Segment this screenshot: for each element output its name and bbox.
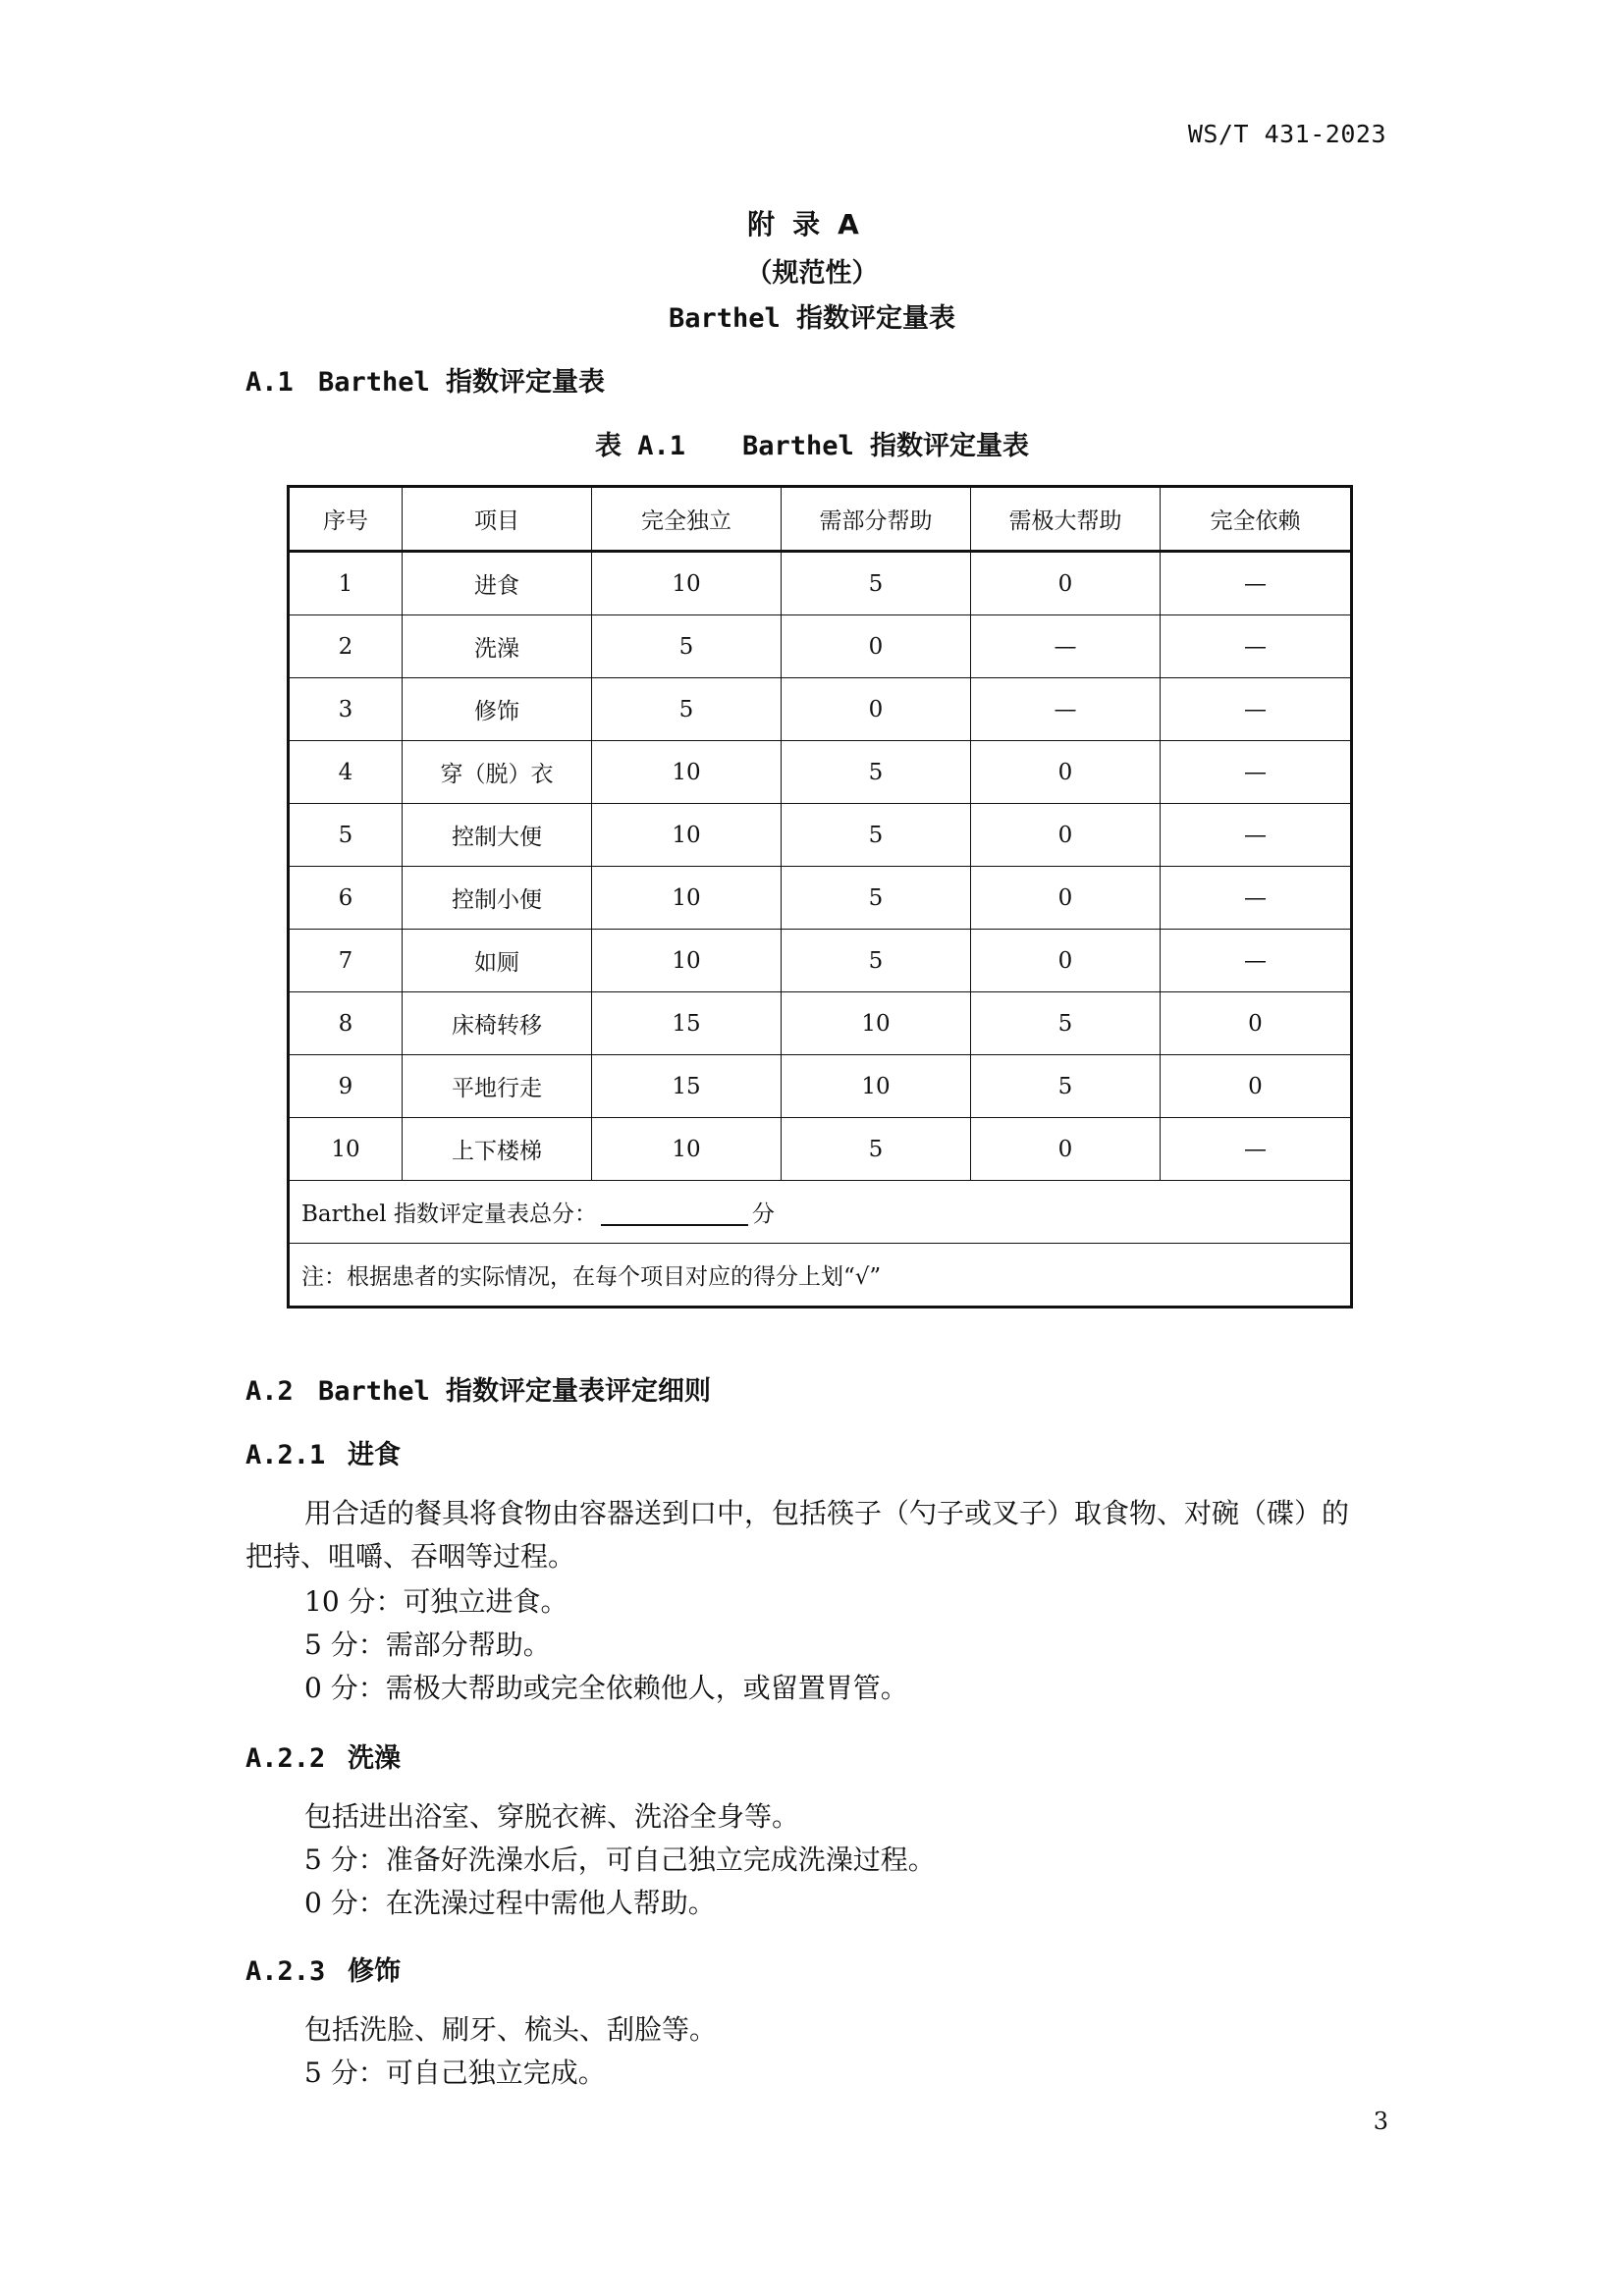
cell-item: 修饰 bbox=[403, 678, 592, 741]
subsection-heading-a23 bbox=[245, 1949, 401, 1988]
cell-great-help: — bbox=[971, 615, 1161, 678]
cell-partial-help: 5 bbox=[782, 552, 971, 615]
cell-great-help: 0 bbox=[971, 930, 1161, 992]
cell-item: 平地行走 bbox=[403, 1055, 592, 1118]
appendix-name: Barthel 指数评定量表 bbox=[668, 303, 956, 334]
cell-partial-help: 5 bbox=[782, 741, 971, 804]
table-row bbox=[289, 615, 1352, 678]
cell-independent: 10 bbox=[592, 867, 782, 930]
cell-independent: 15 bbox=[592, 1055, 782, 1118]
cell-dependent: — bbox=[1161, 678, 1352, 741]
subsection-title: 洗澡 bbox=[348, 1743, 401, 1774]
cell-index: 3 bbox=[289, 678, 403, 741]
table-body bbox=[289, 552, 1352, 1181]
cell-partial-help: 0 bbox=[782, 678, 971, 741]
table-row bbox=[289, 804, 1352, 867]
table-caption-number: 表 A.1 bbox=[594, 431, 685, 461]
cell-index: 10 bbox=[289, 1118, 403, 1181]
cell-item: 穿（脱）衣 bbox=[403, 741, 592, 804]
section-title: Barthel 指数评定量表 bbox=[318, 367, 606, 398]
cell-item: 床椅转移 bbox=[403, 992, 592, 1055]
page-number: 3 bbox=[1373, 2108, 1388, 2135]
appendix-title: 附录A bbox=[747, 208, 877, 240]
document-code: WS/T 431-2023 bbox=[1187, 120, 1386, 148]
cell-index: 2 bbox=[289, 615, 403, 678]
cell-partial-help: 10 bbox=[782, 992, 971, 1055]
subsection-number: A.2.1 bbox=[245, 1440, 326, 1470]
cell-index: 8 bbox=[289, 992, 403, 1055]
cell-great-help: 0 bbox=[971, 1118, 1161, 1181]
score-rule-eating-0: 0 分：需极大帮助或完全依赖他人，或留置胃管。 bbox=[304, 1672, 908, 1704]
cell-great-help: 0 bbox=[971, 741, 1161, 804]
cell-index: 9 bbox=[289, 1055, 403, 1118]
cell-partial-help: 10 bbox=[782, 1055, 971, 1118]
cell-independent: 10 bbox=[592, 552, 782, 615]
cell-index: 7 bbox=[289, 930, 403, 992]
cell-index: 1 bbox=[289, 552, 403, 615]
appendix-type: （规范性） bbox=[745, 258, 879, 289]
total-score-cell bbox=[289, 1181, 1352, 1244]
subsection-number: A.2.3 bbox=[245, 1956, 326, 1987]
total-score-blank[interactable] bbox=[601, 1202, 748, 1226]
header-cell-index: 序号 bbox=[289, 487, 403, 552]
cell-item: 如厕 bbox=[403, 930, 592, 992]
table-row bbox=[289, 678, 1352, 741]
subsection-title: 修饰 bbox=[348, 1956, 401, 1987]
score-rule-bathing-5: 5 分：准备好洗澡水后，可自己独立完成洗澡过程。 bbox=[304, 1843, 936, 1876]
table-row bbox=[289, 867, 1352, 930]
cell-independent: 15 bbox=[592, 992, 782, 1055]
header-cell-dependent: 完全依赖 bbox=[1161, 487, 1352, 552]
table-row bbox=[289, 1118, 1352, 1181]
cell-item: 控制大便 bbox=[403, 804, 592, 867]
barthel-score-table bbox=[287, 485, 1353, 1308]
cell-dependent: — bbox=[1161, 741, 1352, 804]
cell-index: 4 bbox=[289, 741, 403, 804]
paragraph-eating-description: 用合适的餐具将食物由容器送到口中，包括筷子（勺子或叉子）取食物、对碗（碟）的把持、咀嚼、吞咽等过程。 bbox=[245, 1497, 1350, 1573]
subsection-title: 进食 bbox=[348, 1440, 401, 1470]
paragraph-bathing-description: 包括进出浴室、穿脱衣裤、洗浴全身等。 bbox=[304, 1800, 800, 1833]
score-rule-bathing-0: 0 分：在洗澡过程中需他人帮助。 bbox=[304, 1887, 716, 1919]
cell-great-help: 0 bbox=[971, 552, 1161, 615]
score-rule-grooming-5: 5 分：可自己独立完成。 bbox=[304, 2056, 606, 2089]
total-score-unit: 分 bbox=[751, 1201, 775, 1227]
table-row bbox=[289, 1055, 1352, 1118]
cell-independent: 10 bbox=[592, 930, 782, 992]
paragraph-grooming-description: 包括洗脸、刷牙、梳头、刮脸等。 bbox=[304, 2013, 718, 2046]
table-row bbox=[289, 992, 1352, 1055]
total-score-label: Barthel 指数评定量表总分： bbox=[301, 1201, 597, 1227]
subsection-heading-a21 bbox=[245, 1433, 401, 1471]
cell-independent: 10 bbox=[592, 1118, 782, 1181]
header-cell-item: 项目 bbox=[403, 487, 592, 552]
cell-item: 进食 bbox=[403, 552, 592, 615]
cell-partial-help: 5 bbox=[782, 804, 971, 867]
section-number: A.2 bbox=[245, 1376, 294, 1407]
subsection-heading-a22 bbox=[245, 1736, 401, 1775]
cell-great-help: — bbox=[971, 678, 1161, 741]
cell-dependent: — bbox=[1161, 615, 1352, 678]
section-title: Barthel 指数评定量表评定细则 bbox=[318, 1376, 712, 1407]
cell-independent: 10 bbox=[592, 741, 782, 804]
cell-partial-help: 5 bbox=[782, 867, 971, 930]
table-caption-title: Barthel 指数评定量表 bbox=[741, 431, 1030, 461]
cell-great-help: 5 bbox=[971, 1055, 1161, 1118]
header-cell-great-help: 需极大帮助 bbox=[971, 487, 1161, 552]
cell-partial-help: 0 bbox=[782, 615, 971, 678]
table-header-row bbox=[289, 487, 1352, 552]
header-cell-independent: 完全独立 bbox=[592, 487, 782, 552]
cell-independent: 10 bbox=[592, 804, 782, 867]
cell-dependent: — bbox=[1161, 552, 1352, 615]
section-number: A.1 bbox=[245, 367, 294, 398]
cell-item: 洗澡 bbox=[403, 615, 592, 678]
cell-partial-help: 5 bbox=[782, 1118, 971, 1181]
section-heading-a1 bbox=[245, 360, 605, 399]
table-row bbox=[289, 552, 1352, 615]
cell-partial-help: 5 bbox=[782, 930, 971, 992]
cell-dependent: 0 bbox=[1161, 992, 1352, 1055]
cell-dependent: 0 bbox=[1161, 1055, 1352, 1118]
cell-index: 6 bbox=[289, 867, 403, 930]
cell-independent: 5 bbox=[592, 678, 782, 741]
cell-dependent: — bbox=[1161, 867, 1352, 930]
table-caption bbox=[0, 424, 1624, 462]
header-cell-partial-help: 需部分帮助 bbox=[782, 487, 971, 552]
cell-dependent: — bbox=[1161, 804, 1352, 867]
cell-great-help: 5 bbox=[971, 992, 1161, 1055]
score-rule-eating-10: 10 分：可独立进食。 bbox=[304, 1585, 568, 1618]
cell-great-help: 0 bbox=[971, 804, 1161, 867]
cell-dependent: — bbox=[1161, 1118, 1352, 1181]
cell-item: 上下楼梯 bbox=[403, 1118, 592, 1181]
table-row bbox=[289, 930, 1352, 992]
cell-index: 5 bbox=[289, 804, 403, 867]
note-row bbox=[289, 1244, 1352, 1308]
cell-independent: 5 bbox=[592, 615, 782, 678]
cell-item: 控制小便 bbox=[403, 867, 592, 930]
cell-great-help: 0 bbox=[971, 867, 1161, 930]
cell-dependent: — bbox=[1161, 930, 1352, 992]
score-rule-eating-5: 5 分：需部分帮助。 bbox=[304, 1629, 551, 1661]
total-score-row bbox=[289, 1181, 1352, 1244]
note-cell: 注：根据患者的实际情况，在每个项目对应的得分上划“√” bbox=[289, 1244, 1352, 1308]
table-row bbox=[289, 741, 1352, 804]
section-heading-a2 bbox=[245, 1369, 711, 1408]
subsection-number: A.2.2 bbox=[245, 1743, 326, 1774]
